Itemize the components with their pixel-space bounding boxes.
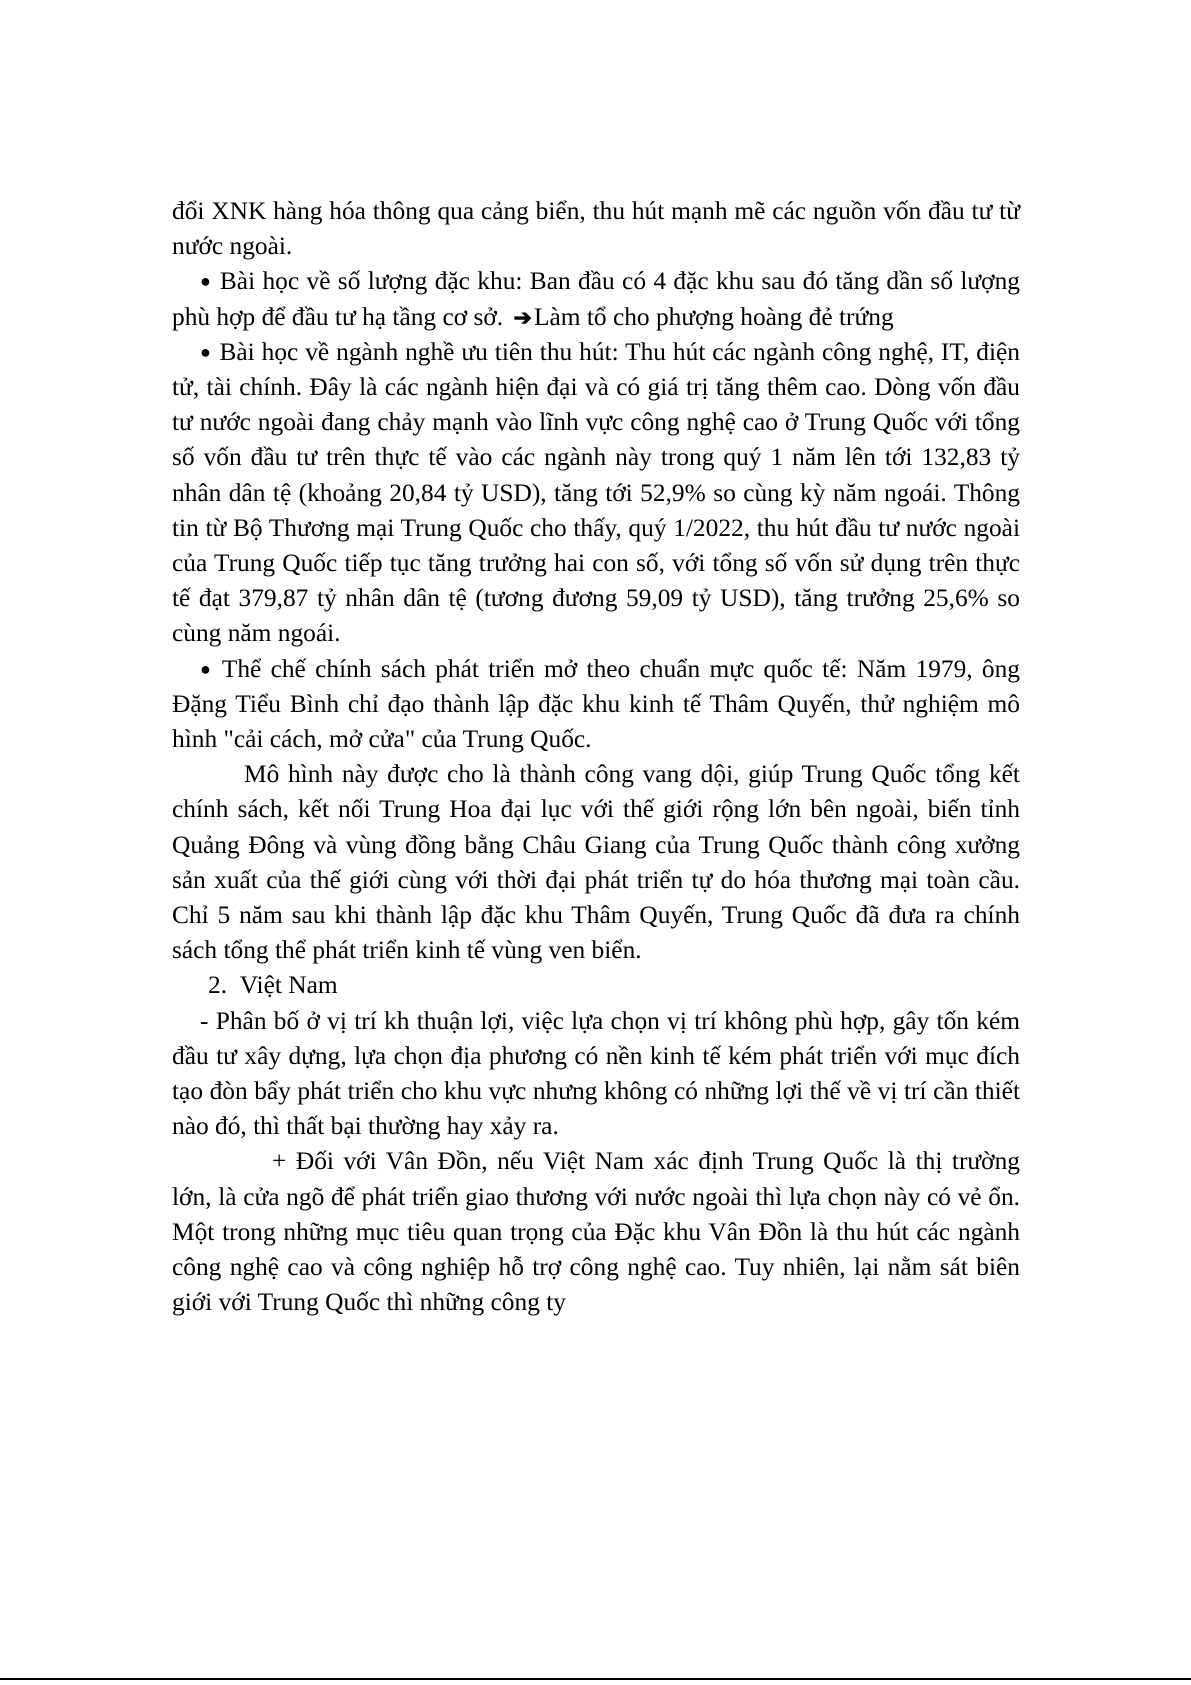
bullet-dot-icon: ●: [200, 658, 214, 679]
document-body: [172, 194, 1020, 1321]
paragraph-model-success: Mô hình này được cho là thành công vang dội, giúp Trung Quốc tổng kết chính sách, kết nối Trung Hoa đại lục với thế giới rộng lớn bên ngoài, biến tỉnh Quảng Đông và vùng đồng bằng Châu Giang của Trung Quốc thành công xưởng sản xuất của thế giới cùng với thời đại phát triển tự do hóa thương mại toàn cầu. Chỉ 5 năm sau khi thành lập đặc khu Thâm Quyến, Trung Quốc đã đưa ra chính sách tổng thể phát triển kinh tế vùng ven biển.: [172, 760, 1020, 965]
paragraph-continuation: đổi XNK hàng hóa thông qua cảng biển, thu hút mạnh mẽ các nguồn vốn đầu tư từ nước ngoài.: [172, 197, 1020, 261]
paragraph-location-issues: - Phân bố ở vị trí kh thuận lợi, việc lựa chọn vị trí không phù hợp, gây tốn kém đầu tư xây dựng, lựa chọn địa phương có nền kinh tế kém phát triển với mục đích tạo đòn bẩy phát triển cho khu vực nhưng không có những lợi thế về vị trí cần thiết nào đó, thì thất bại thường hay xảy ra.: [172, 1006, 1020, 1141]
right-arrow-icon: ➔: [513, 304, 532, 330]
heading-text: Việt Nam: [239, 971, 338, 1000]
bullet-text: Bài học về số lượng đặc khu: Ban đầu có 4 đặc khu sau đó tăng dần số lượng phù hợp để đầu tư hạ tầng cơ sở.: [172, 267, 1020, 331]
bullet-dot-icon: ●: [200, 341, 212, 362]
heading-number: 2.: [208, 971, 228, 1000]
bullet-item-priority-industries: [172, 335, 1020, 652]
section-heading-vietnam: [172, 968, 1020, 1003]
paragraph-van-don: + Đối với Vân Đồn, nếu Việt Nam xác định Trung Quốc là thị trường lớn, là cửa ngõ để phát triển giao thương với nước ngoài thì lựa chọn này có vẻ ổn. Một trong những mục tiêu quan trọng của Đặc khu Vân Đồn là thu hút các ngành công nghệ cao và công nghiệp hỗ trợ công nghệ cao. Tuy nhiên, lại nằm sát biên giới với Trung Quốc thì những công ty: [172, 1147, 1020, 1317]
bullet-item-open-policy: [172, 652, 1020, 758]
page-bottom-rule: [0, 1678, 1191, 1680]
bullet-item-special-zone-count: [172, 264, 1020, 334]
bullet-dot-icon: ●: [200, 271, 212, 292]
bullet-text: Bài học về ngành nghề ưu tiên thu hút: Thu hút các ngành công nghệ, IT, điện tử, tài chính. Đây là các ngành hiện đại và có giá trị tăng thêm cao. Dòng vốn đầu tư nước ngoài đang chảy mạnh vào lĩnh vực công nghệ cao ở Trung Quốc với tổng số vốn đầu tư trên thực tế vào các ngành này trong quý 1 năm lên tới 132,83 tỷ nhân dân tệ (khoảng 20,84 tỷ USD), tăng tới 52,9% so cùng kỳ năm ngoái. Thông tin từ Bộ Thương mại Trung Quốc cho thấy, quý 1/2022, thu hút đầu tư nước ngoài của Trung Quốc tiếp tục tăng trưởng hai con số, với tổng số vốn sử dụng trên thực tế đạt 379,87 tỷ nhân dân tệ (tương đương 59,09 tỷ USD), tăng trưởng 25,6% so cùng năm ngoái.: [172, 337, 1020, 648]
bullet-text: Thể chế chính sách phát triển mở theo chuẩn mực quốc tế: Năm 1979, ông Đặng Tiểu Bình chỉ đạo thành lập đặc khu kinh tế Thâm Quyến, thử nghiệm mô hình "cải cách, mở cửa" của Trung Quốc.: [172, 654, 1021, 754]
bullet-text-after-arrow: Làm tổ cho phượng hoàng đẻ trứng: [533, 302, 894, 331]
